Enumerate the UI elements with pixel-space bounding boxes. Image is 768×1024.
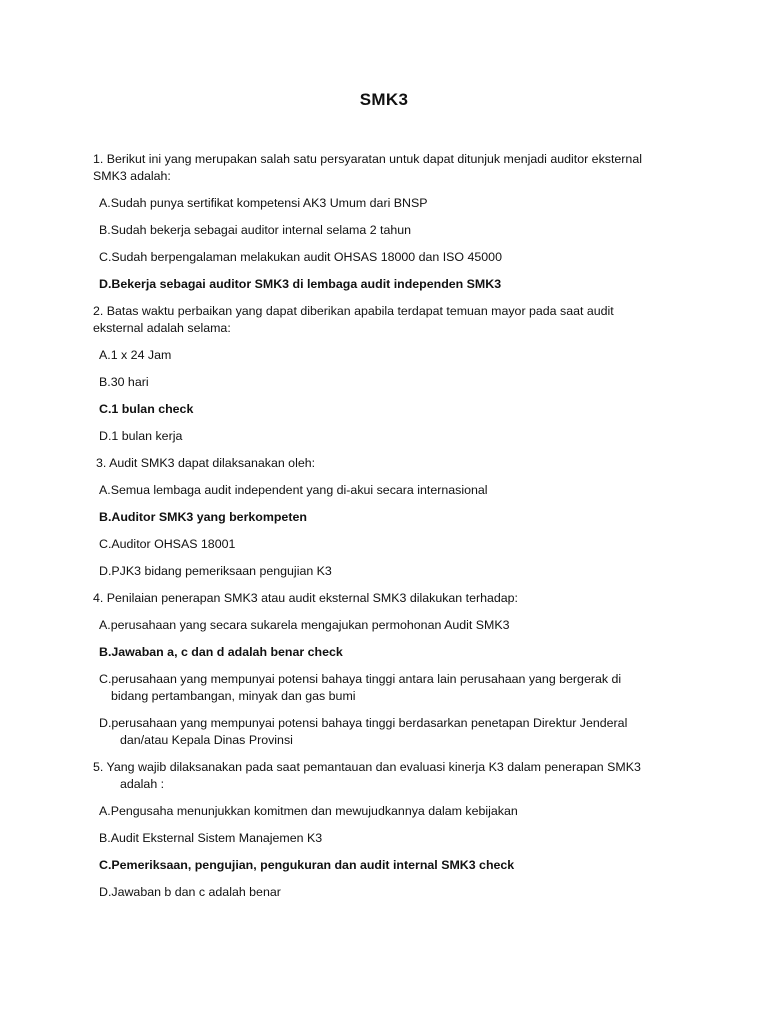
question-5 bbox=[93, 759, 693, 793]
question-4-option-c-cont: bidang pertambangan, minyak dan gas bumi bbox=[111, 689, 356, 703]
question-4-option-a: A.perusahaan yang secara sukarela mengajukan permohonan Audit SMK3 bbox=[99, 618, 510, 632]
question-5-text: 5. Yang wajib dilaksanakan pada saat pemantauan dan evaluasi kinerja K3 dalam penerapan SMK3 bbox=[93, 760, 641, 774]
question-1-option-d: D.Bekerja sebagai auditor SMK3 di lembaga audit independen SMK3 bbox=[99, 277, 502, 291]
question-2-text: 2. Batas waktu perbaikan yang dapat diberikan apabila terdapat temuan mayor pada saat audit bbox=[93, 304, 614, 318]
question-2-option-b: B.30 hari bbox=[99, 375, 149, 389]
question-3-option-a: A.Semua lembaga audit independent yang di-akui secara internasional bbox=[99, 483, 488, 497]
question-list bbox=[93, 151, 693, 911]
question-5-text-cont: adalah : bbox=[120, 777, 165, 791]
question-1 bbox=[93, 151, 693, 185]
question-4-option-d bbox=[99, 715, 693, 749]
question-5-option-a: A.Pengusaha menunjukkan komitmen dan mewujudkannya dalam kebijakan bbox=[99, 804, 518, 818]
question-4-option-d-text: D.perusahaan yang mempunyai potensi bahaya tinggi berdasarkan penetapan Direktur Jenderal bbox=[99, 716, 628, 730]
question-5-option-c: C.Pemeriksaan, pengujian, pengukuran dan audit internal SMK3 check bbox=[99, 858, 515, 872]
question-3-option-d: D.PJK3 bidang pemeriksaan pengujian K3 bbox=[99, 564, 332, 578]
question-1-option-b: B.Sudah bekerja sebagai auditor internal selama 2 tahun bbox=[99, 223, 412, 237]
question-1-option-c: C.Sudah berpengalaman melakukan audit OHSAS 18000 dan ISO 45000 bbox=[99, 250, 502, 264]
question-4-option-c bbox=[99, 671, 693, 705]
question-2-option-d: D.1 bulan kerja bbox=[99, 429, 183, 443]
question-4-option-b: B.Jawaban a, c dan d adalah benar check bbox=[99, 645, 343, 659]
question-5-option-b: B.Audit Eksternal Sistem Manajemen K3 bbox=[99, 831, 323, 845]
question-2 bbox=[93, 303, 693, 337]
question-2-option-c: C.1 bulan check bbox=[99, 402, 194, 416]
question-1-option-a: A.Sudah punya sertifikat kompetensi AK3 Umum dari BNSP bbox=[99, 196, 428, 210]
question-3-option-b: B.Auditor SMK3 yang berkompeten bbox=[99, 510, 307, 524]
question-3-option-c: C.Auditor OHSAS 18001 bbox=[99, 537, 236, 551]
question-2-text-cont: eksternal adalah selama: bbox=[93, 321, 231, 335]
question-3 bbox=[93, 455, 693, 472]
question-4-option-c-text: C.perusahaan yang mempunyai potensi bahaya tinggi antara lain perusahaan yang bergerak di bbox=[99, 672, 622, 686]
question-4 bbox=[93, 590, 693, 607]
question-2-option-a: A.1 x 24 Jam bbox=[99, 348, 172, 362]
question-1-text: 1. Berikut ini yang merupakan salah satu persyaratan untuk dapat ditunjuk menjadi auditor eksternal bbox=[93, 152, 642, 166]
question-5-option-d: D.Jawaban b dan c adalah benar bbox=[99, 885, 281, 899]
question-1-text-cont: SMK3 adalah: bbox=[93, 169, 171, 183]
page-title: SMK3 bbox=[359, 90, 409, 109]
question-4-text: 4. Penilaian penerapan SMK3 atau audit eksternal SMK3 dilakukan terhadap: bbox=[93, 591, 519, 605]
question-3-text: 3. Audit SMK3 dapat dilaksanakan oleh: bbox=[96, 456, 316, 470]
question-4-option-d-cont: dan/atau Kepala Dinas Provinsi bbox=[120, 733, 293, 747]
